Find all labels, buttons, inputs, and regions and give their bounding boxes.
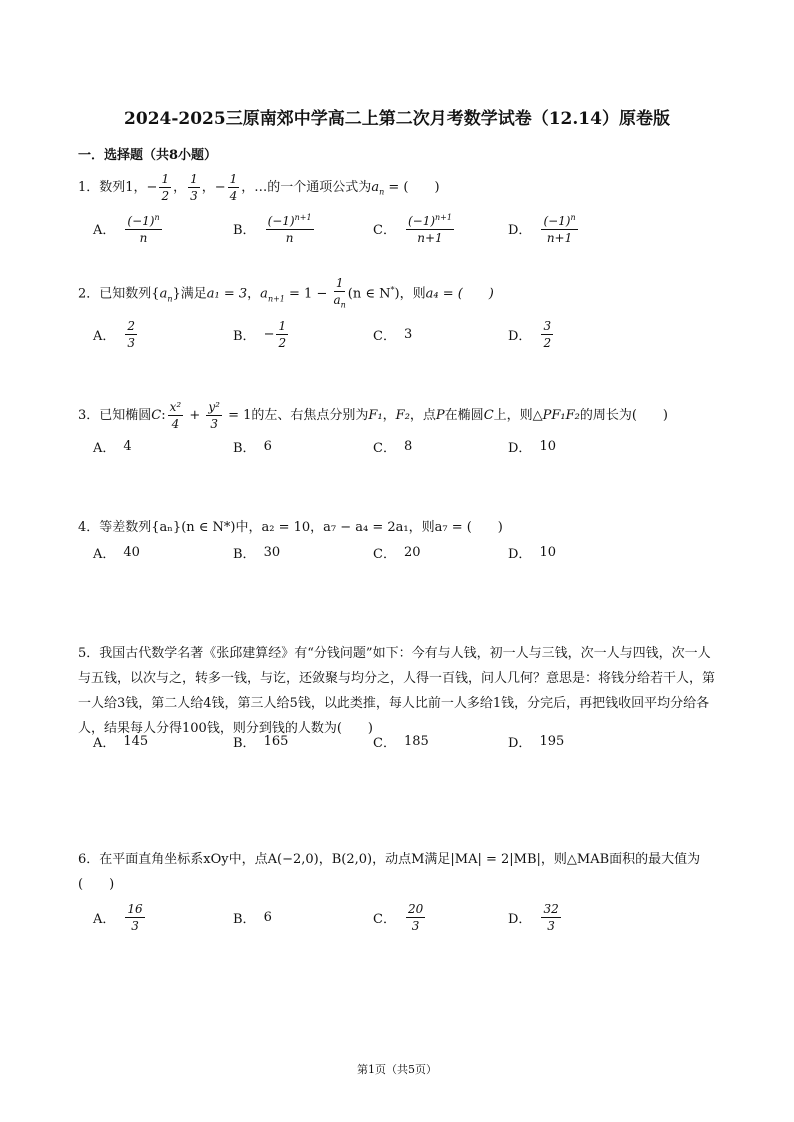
- question-1: 1．数列1，− $\frac{1}{2}$ ， $\frac{1}{3}$ ，− $\frac{1}{4}$ ，…的一个通项公式为$a_n$ = ( ): [78, 172, 440, 203]
- question-number: 3．: [78, 408, 100, 423]
- fraction: $\frac{\text{x²}}{4}$: [169, 400, 182, 431]
- option-a[interactable]: A． 40: [93, 544, 140, 562]
- option-a[interactable]: A． 145: [93, 733, 149, 751]
- fraction: $\frac{1}{a_n}$: [333, 276, 346, 310]
- question-number: 6．: [78, 852, 100, 867]
- option-d[interactable]: D． 10: [508, 438, 556, 456]
- option-b[interactable]: B． 165: [233, 733, 289, 751]
- option-c[interactable]: C． 3: [373, 326, 413, 344]
- option-d[interactable]: D． $\frac{(-1)^n}{n+1}$: [508, 213, 576, 245]
- options-5: [93, 721, 713, 761]
- question-4: 4．等差数列{aₙ}(n ∈ N*)中，a₂ = 10，a₇ − a₄ = 2a₁，则a₇ = ( ): [78, 520, 503, 535]
- option-c[interactable]: C． $\frac{20}{3}$: [373, 901, 424, 933]
- option-b[interactable]: B． 6: [233, 909, 272, 927]
- fraction: $\frac{1}{2}$: [161, 172, 170, 203]
- options-6: [93, 897, 713, 937]
- option-c[interactable]: C． 185: [373, 733, 429, 751]
- question-2: 2．已知数列$\{a_n\}$满足a₁ = 3，$a_{n+1} = 1$ − $\frac{1}{a_n}$ (n ∈ N*)，则a₄ = ( ): [78, 276, 728, 312]
- option-d[interactable]: D． $\frac{3}{2}$: [508, 318, 552, 350]
- question-number: 4．: [78, 520, 100, 535]
- option-c[interactable]: C． 20: [373, 544, 421, 562]
- question-number: 1．: [78, 180, 100, 195]
- question-number: 5．: [78, 646, 100, 661]
- option-a[interactable]: A． $\frac{(-1)^n}{n}$: [93, 213, 160, 245]
- options-3: [93, 426, 713, 466]
- fraction: $\frac{1}{3}$: [190, 172, 198, 203]
- options-2: [93, 314, 713, 354]
- option-c[interactable]: C． 8: [373, 438, 413, 456]
- option-a[interactable]: A． 4: [93, 438, 132, 456]
- fraction: $\frac{\text{y²}}{3}$: [208, 400, 220, 431]
- option-d[interactable]: D． $\frac{32}{3}$: [508, 901, 559, 933]
- section-heading: 一．选择题（共8小题）: [78, 148, 218, 163]
- option-b[interactable]: B． 6: [233, 438, 272, 456]
- fraction: $\frac{1}{4}$: [229, 172, 238, 203]
- question-number: 2．: [78, 286, 100, 302]
- option-b[interactable]: B． 30: [233, 544, 281, 562]
- question-6: 6．在平面直角坐标系xOy中，点A(−2,0)，B(2,0)，动点M满足|MA| = 2|MB|，则△MAB面积的最大值为( ): [78, 852, 701, 892]
- question-3: 3．已知椭圆C: $\frac{\text{x²}}{4}$ + $\frac{\text{y²}}{3}$ = 1的左、右焦点分别为F₁，F₂，点P在椭圆C上，则△PF₁F₂的周长为( ): [78, 400, 669, 431]
- document-title: 2024-2025三原南郊中学高二上第二次月考数学试卷（12.14）原卷版: [124, 109, 670, 129]
- option-d[interactable]: D． 195: [508, 733, 565, 751]
- option-a[interactable]: A． $\frac{2}{3}$: [93, 318, 136, 350]
- page-footer: 第1页（共5页）: [357, 1063, 437, 1076]
- options-1: [93, 208, 713, 248]
- options-4: [93, 532, 713, 572]
- option-a[interactable]: A． $\frac{16}{3}$: [93, 901, 143, 933]
- option-b[interactable]: B． $\frac{(-1)^{n+1}}{n}$: [233, 213, 312, 245]
- question-5: 5．我国古代数学名著《张邱建算经》有“分钱问题”如下：今有与人钱，初一人与三钱，次一人与四钱，次一人与五钱，以次与之，转多一钱，与讫，还敛聚与均分之，人得一百钱，问人几何？意思是：将钱分给若干人，第一人给3钱，第二人给4钱，第三人给5钱，以此类推，每人比前一人多给1钱，分完后，再把钱收回平均分给各人，结果每人分得100钱，则分到钱的人数为( ): [78, 646, 716, 736]
- option-c[interactable]: C． $\frac{(-1)^{n+1}}{n+1}$: [373, 213, 452, 245]
- option-d[interactable]: D． 10: [508, 544, 556, 562]
- option-b[interactable]: B． − $\frac{1}{2}$: [233, 318, 287, 350]
